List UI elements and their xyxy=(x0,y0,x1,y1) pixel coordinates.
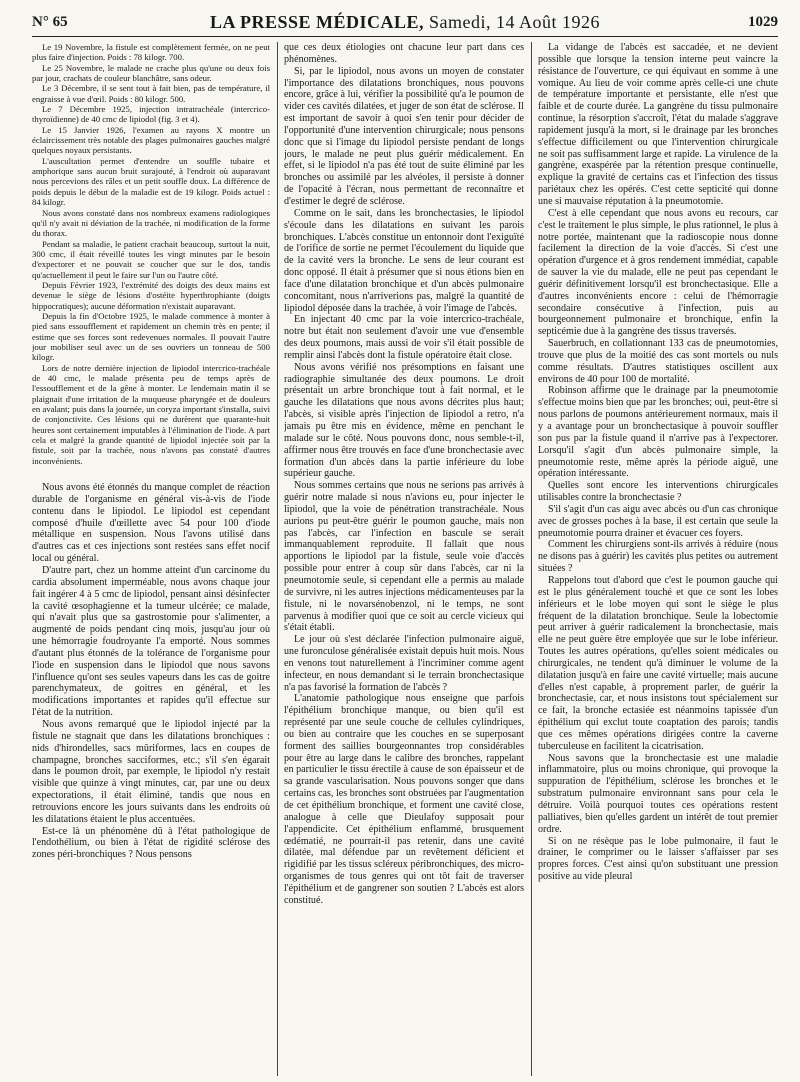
paragraph: Si, par le lipiodol, nous avons un moyen de constater l'importance des dilatations bronchiques, nous pouvons encore, grâce à lui, vérifier la possibilité qu'a le poumon de vider ces cavités dilatées, et juger de son état de sclérose. Il est important de savoir à quoi s'en tenir pour décider de l'opportunité d'une intervention chirurgicale; nous pensons donc que si l'image du lipiodol persiste pendant de longs jours, le malade ne peut plus guérir médicalement. En effet, si le lipiodol n'a pas été tout de suite éliminé par les bronches ou assimilé par les alvéoles, il persiste à donner de l'opacité à l'écran, nous permettant de reconnaître et d'estimer le degré de sclérose. xyxy=(284,65,524,207)
paragraph: Rappelons tout d'abord que c'est le poumon gauche qui est le plus généralement touché et que ce sont les lobes inférieurs et le lobe moyen qui sont le siège le plus fréquent de la dilatation bronchique. Seule la lobectomie peut arriver à guérir radicalement la bronchectasie, mais elle ne peut guère être employée que sur le lobe inférieur. Toutes les autres opérations, qu'elles soient médicales ou chirurgicales, ne tendent qu'à diminuer le volume de la dilatation jusqu'à en faire une cavité virtuelle; mais aucune d'elles n'est capable, à proprement parler, de guérir la bronchectasie, car, et nous insistons tout spécialement sur ce fait, la bronche ectasiée est néanmoins tapissée d'un épithélium qui exclut toute coaptation des parois; tandis que ces mêmes opérations dirigées contre la caverne tuberculeuse en facilitent la cicatrisation. xyxy=(538,574,778,752)
column-1 xyxy=(32,42,270,1076)
paragraph: S'il s'agit d'un cas aigu avec abcès ou d'un cas chronique avec de grosses poches à la base, il est certain que seule la pneumotomie pourra drainer et évacuer ces foyers. xyxy=(538,503,778,539)
paragraph: En injectant 40 cmc par la voie intercrico-trachéale, notre but était non seulement d'avoir une vue d'ensemble des deux poumons, mais aussi de voir s'il était possible de remplir ainsi l'abcès dont la fistule opératoire était close. xyxy=(284,314,524,361)
journal-title-line xyxy=(32,12,778,33)
paragraph: Comment les chirurgiens sont-ils arrivés à réduire (nous ne disons pas à guérir) les cavités plus petites ou autrement situées ? xyxy=(538,539,778,575)
case-note: L'auscultation permet d'entendre un souffle tubaire et amphorique sans aucun bruit surajouté, à l'endroit où auparavant nous percevions des râles et un petit souffle doux. La différence de poids depuis le début de la maladie est de 19 kilogr. Poids actuel : 84 kilogr. xyxy=(32,155,270,208)
paragraph: Nous sommes certains que nous ne serions pas arrivés à guérir notre malade si nous n'avions eu, pour injecter le lipiodol, que la voie de pénétration transtrachéale. Nous aurions pu peut-être guérir le poumon gauche, mais non pas l'abcès, car l'infection en bascule se serait immanquablement reproduite. Il fallait que nous apportions le lipiodol par la fistule, seule voie d'accès possible pour entrer à coup sûr dans l'abcès, car ni la pneumotomie seule, si cependant elle a permis au malade de survivre, ni les autres injections médicamenteuses par la fistule, ni le novarsénobenzol, ni le temps, ne sont parvenus à modifier quoi que ce soit au cercle vicieux qui s'était établi. xyxy=(284,480,524,634)
column-3 xyxy=(538,42,778,1076)
paragraph: D'autre part, chez un homme atteint d'un carcinome du cardia absolument imperméable, nous avons chaque jour fait ingérer 4 à 5 cmc de lipiodol, pensant ainsi désinfecter la cavité œsophagienne et la tumeur ulcérée; ce malade, qui n'avait plus que sa gastrostomie pour s'alimenter, a augmenté de poids pendant cinq mois, jusqu'au jour où une hémorragie foudroyante l'a emporté. Nous sommes d'autant plus étonnés de la tolérance de l'organisme pour l'iode en suspension dans le lipiodol que nous savons l'influence qu'ont ses seules vapeurs dans les cas de goitre parenchymateux, de goitres en général, et les modifications importantes et rapides qu'il effectue sur l'état de la nutrition. xyxy=(32,565,270,719)
case-note: Le 3 Décembre, il se sent tout à fait bien, pas de température, il engraisse à vue d'œil. Poids : 80 kilogr. 500. xyxy=(32,83,270,104)
paragraph: Comme on le sait, dans les bronchectasies, le lipiodol s'écoule dans les dilatations en suivant les parois bronchiques. L'abcès constitue un entonnoir dont l'exiguïté de l'orifice de sortie ne permet l'écoulement du liquide que de la cavité vers la bronche. Le sens de leur courant est donc opposé. Il était à présumer que si nous étions bien en face d'une dilatation bronchique et d'un abcès pulmonaire concomitant, nous n'arriverions pas, malgré la quantité de lipiodol déposée dans la trachée, à voir l'image de l'abcès. xyxy=(284,207,524,314)
newspaper-page xyxy=(32,10,778,1076)
case-note: Lors de notre dernière injection de lipiodol intercrico-trachéale de 40 cmc, le malade présenta peu de temps après de l'essoufflement et de la gêne à monter. Le lendemain matin il se plaignait d'une irritation de la muqueuse pharyngée et de douleurs en avalant; puis dans la journée, un coryza important s'installa, suivi de conjonctivite. Ces lésions qui ne durèrent que quarante-huit heures sont certainement imputables à l'élimination de l'iode. A part cela et malgré la grande quantité de lipiodol injectée soit par la fistule, soit par la trachée, nous n'avons pas constaté d'autres inconvénients. xyxy=(32,362,270,466)
paragraph: Si on ne résèque pas le lobe pulmonaire, il faut le drainer, le comprimer ou le laisser s'affaisser par ses propres forces. C'est ainsi qu'on substituant une pression positive au vide pleural xyxy=(538,835,778,883)
paragraph: Nous avons vérifié nos présomptions en faisant une radiographie simultanée des deux poumons. Le droit présentait un arbre bronchique tout à fait normal, et le gauche les dilatations que nous avons décrites plus haut; l'abcès, si visible après l'injection de lipiodol a retro, n'a jamais pu être mis en évidence, même en penchant le malade sur le côté. Nous pouvons donc, nous semble-t-il, affirmer nous être trouvés en face d'une bronchectasie avec formation d'un abcès dans la partie inférieure du lobe supérieur gauche. xyxy=(284,361,524,480)
case-note: Depuis Février 1923, l'extrémité des doigts des deux mains est devenue le siège de lésions d'ostéite hyperthrophiante (doigts hippocratiques); aucune déformation n'existait auparavant. xyxy=(32,279,270,311)
column-divider xyxy=(531,42,532,1076)
paragraph: C'est à elle cependant que nous avons eu recours, car c'est le traitement le plus simple, le plus rationnel, le plus à notre portée, maintenant que la radioscopie nous donne facilement la direction de la voie d'accès. Si c'est une opération d'urgence et à gros rendement immédiat, capable de sauver la vie du malade, elle ne peut pas cependant le guérir définitivement lorsqu'il est bronchectasique. Elle a d'autres inconvénients encore : celui de l'hémorragie secondaire consécutive à l'infection, puis au bourgeonnement pulmonaire et bronchique, enfin la septicémie due à la gangrène des tissus traversés. xyxy=(538,207,778,338)
article-body xyxy=(32,42,778,1076)
case-note: Le 15 Janvier 1926, l'examen au rayons X montre un éclaircissement très notable des plages pulmonaires gauches malgré quelques noyaux persistants. xyxy=(32,124,270,156)
case-note: Le 25 Novembre, le malade ne crache plus qu'une ou deux fois par jour, crachats de couleur blanchâtre, sans odeur. xyxy=(32,62,270,84)
case-notes xyxy=(32,42,270,466)
paragraph: Nous avons été étonnés du manque complet de réaction durable de l'organisme en général vis-à-vis de l'iode contenu dans le lipiodol. Le lipiodol est cependant composé d'huile d'œillette avec 54 pour 100 d'iode métallique en suspension. Nous l'avons utilisé dans d'autres cas et ces injections sont restées sans effet nocif local ou général. xyxy=(32,482,270,565)
paragraph: Nous avons remarqué que le lipiodol injecté par la fistule ne stagnait que dans les dilatations bronchiques : nids d'hirondelles, sacs mûriformes, lacs en coupes de champagne, bronches sacciformes, etc.; s'il s'en égarait dans le poumon droit, par exemple, le lipiodol n'y restait visible que quinze à vingt minutes, car, par une ou deux expectorations, il était éliminé, tandis que nous en retrouvions encore les jours suivants dans les endroits où les dilatations étaient le plus accentuées. xyxy=(32,718,270,825)
issue-date: Samedi, 14 Août 1926 xyxy=(429,12,601,32)
issue-number: N° 65 xyxy=(32,14,68,30)
case-note: Depuis la fin d'Octobre 1925, le malade commence à monter à pied sans essoufflement et rapidement un chemin très en pente; il estime que ses forces sont redevenues normales. Il pouvait l'autre jour mobiliser seul avec un de ses ouvriers un tonneau de 500 kilogr. xyxy=(32,310,270,363)
case-note: Nous avons constaté dans nos nombreux examens radiologiques qu'il n'y avait ni déviation de la trachée, ni modification de la forme du thorax. xyxy=(32,207,270,239)
body-text xyxy=(32,482,270,861)
paragraph: L'anatomie pathologique nous enseigne que parfois l'épithélium bronchique manque, ou bien qu'il est représenté par une seule couche de cellules cylindriques, ou bien au contraire que les couches en se superposant forment des saillies bourgeonnantes trop considérables pour être au large dans le calibre des bronches, rappelant en particulier le tissu érectile à cause de son épaisseur et de sa grande vascularisation. Nous pouvons songer que dans certains cas, les bronches sont obstruées par l'augmentation de cet épithélium bronchique, et forment une cavité close, analogue à celle que Dieulafoy supposait pour l'appendicite. Cet épithélium enflammé, brusquement œdématié, ne pourrait-il pas retenir, dans une cavité dilatée, mal défendue par un revêtement déficient et rigidifié par les tissus scléreux péribronchiques, des micro-organismes de tous genres qui ont tôt fait de traverser l'épithélium et de gangrener son soutien ? L'abcès est alors constitué. xyxy=(284,693,524,906)
paragraph: Sauerbruch, en collationnant 133 cas de pneumotomies, trouve que plus de la moitié des cas sont mortels ou nuls comme résultats. D'autres statistiques oscillent aux environs de 40 pour 100 de mortalité. xyxy=(538,338,778,385)
paragraph: Le jour où s'est déclarée l'infection pulmonaire aiguë, une furonculose généralisée existait depuis huit mois. Nous en venons tout naturellement à l'incriminer comme agent infecteur, en nous demandant si le terrain bronchectasique n'a pas favorisé la formation de l'abcès ? xyxy=(284,634,524,693)
paragraph: La vidange de l'abcès est saccadée, et ne devient possible que lorsque la tension interne peut vaincre la résistance de l'ouverture, ce qui équivaut en somme à une vomique. Au lieu de voir comme après celle-ci une chute de température importante et persistante, elle n'est que faible et de courte durée. La gangrène du tissu pulmonaire continue, la résorption s'accroît, l'état du malade s'aggrave rapidement jusqu'à la mort, si le drainage par les bronches s'effectue difficilement ou que l'intervention chirurgicale ne soit pas suffisamment large et rapide. La virulence de la gangrène, exaspérée par la rétention presque continuelle, explique la gravité de certains cas et l'infection des tissus pariétaux chez les opérés. C'est cette septicité qui donne une si mauvaise réputation à la pneumotomie. xyxy=(538,42,778,207)
journal-name: LA PRESSE MÉDICALE, xyxy=(209,12,425,32)
page-number: 1029 xyxy=(748,14,778,30)
column-2 xyxy=(284,42,524,1076)
case-note: Le 7 Décembre 1925, injection intratrachéale (intercrico-thyroïdienne) de 40 cmc de lipiodol (fig. 3 et 4). xyxy=(32,104,270,125)
case-note: Le 19 Novembre, la fistule est complètement fermée, on ne peut plus faire d'injection. Poids : 78 kilogr. 700. xyxy=(32,42,270,63)
paragraph: Quelles sont encore les interventions chirurgicales utilisables contre la bronchectasie ? xyxy=(538,480,778,504)
paragraph: Nous savons que la bronchectasie est une maladie inflammatoire, plus ou moins chronique, qui provoque la suppuration de l'épithélium, sclérose les bronches et le substratum pulmonaire environnant sans pour cela le détruire. Voilà pourquoi toutes ces opérations restent palliatives, bien qu'elles gardent un intérêt de tout premier ordre. xyxy=(538,752,778,835)
case-note: Pendant sa maladie, le patient crachait beaucoup, surtout la nuit, 300 cmc, il était réveillé toutes les vingt minutes par le besoin d'expectorer et ne pouvait se coucher que sur le dos, tandis qu'actuellement il peut le faire sur l'un ou l'autre côté. xyxy=(32,238,270,280)
paragraph: Robinson affirme que le drainage par la pneumotomie s'effectue moins bien que par les bronches; oui, peut-être si nous parlons de poumons antérieurement normaux, mais il y a avantage pour un bronchectasique à pouvoir souffler son pus par la fistule quand il n'arrive pas à l'expectorer. Lorsqu'il s'agit d'un abcès pulmonaire simple, la pneumotomie reste, même après la période aiguë, une opération intéressante. xyxy=(538,385,778,480)
paragraph: Est-ce là un phénomène dû à l'état pathologique de l'endothélium, ou bien à l'état de rigidité sclérose des zones péri-bronchiques ? Nous pensons xyxy=(32,825,270,861)
page-header xyxy=(32,10,778,37)
paragraph: que ces deux étiologies ont chacune leur part dans ces phénomènes. xyxy=(284,42,524,65)
column-divider xyxy=(277,42,278,1076)
